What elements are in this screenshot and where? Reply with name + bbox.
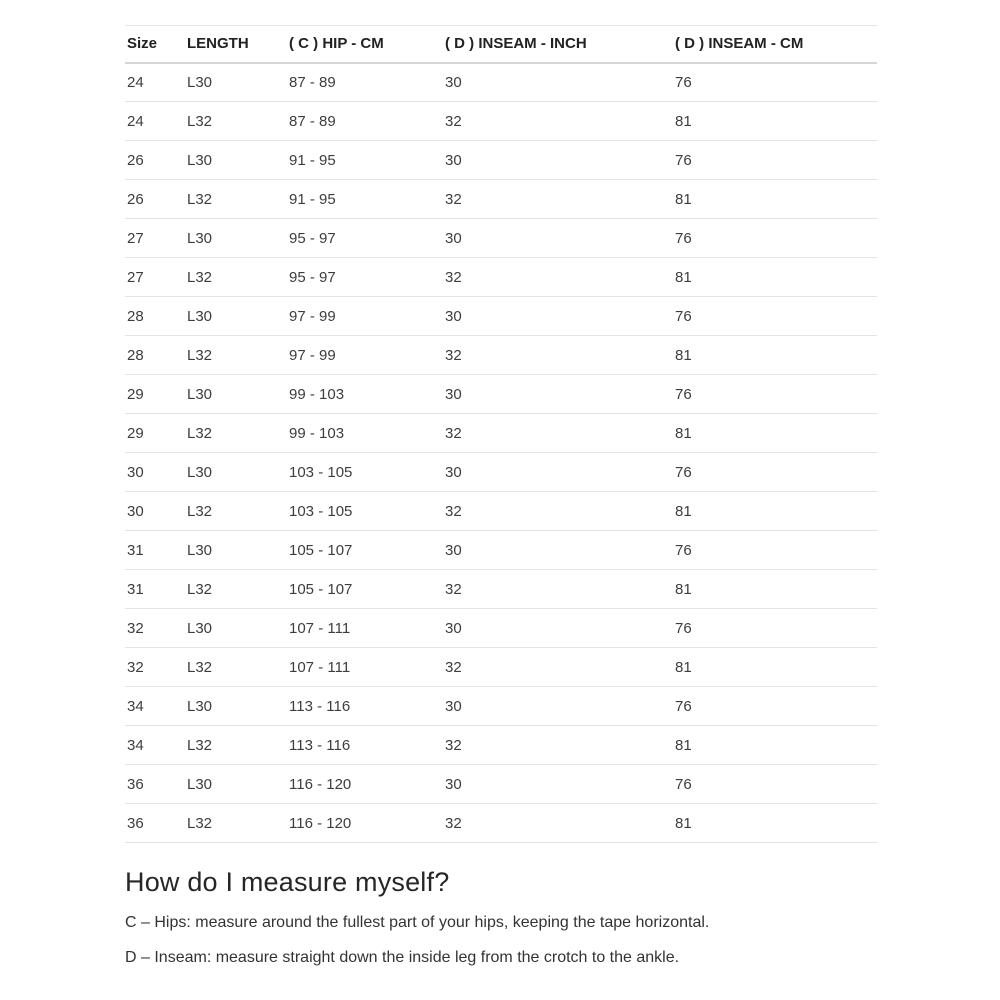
table-row <box>125 63 877 102</box>
cell-size: 28 <box>125 336 185 375</box>
cell-size: 27 <box>125 219 185 258</box>
table-row <box>125 102 877 141</box>
cell-inseam-cm: 76 <box>673 375 877 414</box>
cell-inseam-cm: 76 <box>673 219 877 258</box>
cell-inseam-cm: 76 <box>673 63 877 102</box>
size-chart-page <box>125 25 877 968</box>
cell-inseam-inch: 32 <box>443 180 673 219</box>
table-row <box>125 375 877 414</box>
cell-inseam-cm: 81 <box>673 414 877 453</box>
table-row <box>125 726 877 765</box>
cell-length: L30 <box>185 141 287 180</box>
table-row <box>125 180 877 219</box>
table-row <box>125 765 877 804</box>
cell-size: 28 <box>125 297 185 336</box>
cell-hip-cm: 97 - 99 <box>287 297 443 336</box>
cell-hip-cm: 116 - 120 <box>287 804 443 843</box>
cell-hip-cm: 99 - 103 <box>287 414 443 453</box>
cell-size: 31 <box>125 570 185 609</box>
cell-hip-cm: 105 - 107 <box>287 570 443 609</box>
table-row <box>125 336 877 375</box>
table-row <box>125 258 877 297</box>
size-chart-body <box>125 63 877 843</box>
table-row <box>125 804 877 843</box>
cell-inseam-cm: 76 <box>673 609 877 648</box>
table-row <box>125 297 877 336</box>
cell-size: 32 <box>125 648 185 687</box>
cell-length: L32 <box>185 258 287 297</box>
cell-hip-cm: 87 - 89 <box>287 63 443 102</box>
cell-size: 32 <box>125 609 185 648</box>
cell-hip-cm: 103 - 105 <box>287 492 443 531</box>
cell-inseam-cm: 81 <box>673 726 877 765</box>
cell-hip-cm: 113 - 116 <box>287 687 443 726</box>
cell-size: 34 <box>125 726 185 765</box>
cell-length: L32 <box>185 648 287 687</box>
cell-hip-cm: 91 - 95 <box>287 180 443 219</box>
cell-size: 34 <box>125 687 185 726</box>
cell-inseam-cm: 76 <box>673 453 877 492</box>
cell-inseam-inch: 32 <box>443 336 673 375</box>
table-row <box>125 687 877 726</box>
cell-inseam-inch: 30 <box>443 219 673 258</box>
cell-hip-cm: 99 - 103 <box>287 375 443 414</box>
cell-hip-cm: 95 - 97 <box>287 219 443 258</box>
cell-size: 29 <box>125 375 185 414</box>
cell-inseam-inch: 30 <box>443 141 673 180</box>
column-header-inseam-inch: ( D ) INSEAM - INCH <box>443 26 673 63</box>
cell-length: L32 <box>185 492 287 531</box>
cell-size: 30 <box>125 492 185 531</box>
cell-length: L30 <box>185 453 287 492</box>
cell-inseam-inch: 32 <box>443 648 673 687</box>
cell-hip-cm: 95 - 97 <box>287 258 443 297</box>
table-row <box>125 570 877 609</box>
cell-inseam-inch: 30 <box>443 63 673 102</box>
cell-hip-cm: 105 - 107 <box>287 531 443 570</box>
table-row <box>125 453 877 492</box>
cell-length: L30 <box>185 765 287 804</box>
cell-hip-cm: 97 - 99 <box>287 336 443 375</box>
table-row <box>125 648 877 687</box>
cell-length: L32 <box>185 570 287 609</box>
measure-section-heading: How do I measure myself? <box>125 867 450 897</box>
cell-length: L30 <box>185 609 287 648</box>
cell-inseam-cm: 76 <box>673 687 877 726</box>
cell-size: 36 <box>125 804 185 843</box>
cell-inseam-inch: 30 <box>443 687 673 726</box>
cell-inseam-inch: 32 <box>443 726 673 765</box>
cell-inseam-inch: 32 <box>443 804 673 843</box>
cell-size: 31 <box>125 531 185 570</box>
cell-length: L32 <box>185 414 287 453</box>
table-row <box>125 141 877 180</box>
cell-inseam-inch: 30 <box>443 297 673 336</box>
measure-instruction-hips: C – Hips: measure around the fullest part of your hips, keeping the tape horizontal. <box>125 914 710 931</box>
table-row <box>125 219 877 258</box>
cell-length: L32 <box>185 726 287 765</box>
cell-size: 30 <box>125 453 185 492</box>
cell-hip-cm: 113 - 116 <box>287 726 443 765</box>
measure-instruction-inseam: D – Inseam: measure straight down the inside leg from the crotch to the ankle. <box>125 949 680 966</box>
table-row <box>125 414 877 453</box>
cell-inseam-cm: 81 <box>673 570 877 609</box>
size-chart-table <box>125 25 877 843</box>
cell-inseam-inch: 30 <box>443 609 673 648</box>
size-chart-header <box>125 26 877 63</box>
cell-length: L30 <box>185 219 287 258</box>
cell-inseam-cm: 81 <box>673 336 877 375</box>
cell-hip-cm: 87 - 89 <box>287 102 443 141</box>
cell-inseam-inch: 30 <box>443 765 673 804</box>
column-header-size: Size <box>125 26 185 63</box>
cell-inseam-inch: 30 <box>443 531 673 570</box>
cell-inseam-cm: 81 <box>673 648 877 687</box>
cell-length: L30 <box>185 375 287 414</box>
cell-inseam-cm: 81 <box>673 258 877 297</box>
cell-size: 26 <box>125 141 185 180</box>
cell-inseam-inch: 32 <box>443 492 673 531</box>
cell-hip-cm: 103 - 105 <box>287 453 443 492</box>
cell-inseam-inch: 30 <box>443 453 673 492</box>
cell-hip-cm: 107 - 111 <box>287 648 443 687</box>
column-header-hip-cm: ( C ) HIP - CM <box>287 26 443 63</box>
cell-size: 24 <box>125 102 185 141</box>
cell-size: 24 <box>125 63 185 102</box>
cell-length: L30 <box>185 531 287 570</box>
cell-inseam-inch: 32 <box>443 258 673 297</box>
cell-length: L30 <box>185 297 287 336</box>
cell-size: 29 <box>125 414 185 453</box>
column-header-inseam-cm: ( D ) INSEAM - CM <box>673 26 877 63</box>
cell-length: L30 <box>185 687 287 726</box>
table-row <box>125 492 877 531</box>
cell-inseam-cm: 81 <box>673 180 877 219</box>
cell-size: 26 <box>125 180 185 219</box>
cell-inseam-cm: 76 <box>673 141 877 180</box>
cell-hip-cm: 91 - 95 <box>287 141 443 180</box>
cell-length: L32 <box>185 336 287 375</box>
cell-inseam-inch: 30 <box>443 375 673 414</box>
header-row <box>125 26 877 63</box>
cell-size: 36 <box>125 765 185 804</box>
cell-length: L32 <box>185 180 287 219</box>
cell-inseam-inch: 32 <box>443 570 673 609</box>
cell-length: L32 <box>185 804 287 843</box>
table-row <box>125 609 877 648</box>
cell-inseam-cm: 76 <box>673 297 877 336</box>
cell-size: 27 <box>125 258 185 297</box>
cell-length: L32 <box>185 102 287 141</box>
cell-inseam-cm: 76 <box>673 765 877 804</box>
cell-inseam-inch: 32 <box>443 414 673 453</box>
column-header-length: LENGTH <box>185 26 287 63</box>
table-row <box>125 531 877 570</box>
cell-inseam-cm: 81 <box>673 102 877 141</box>
cell-hip-cm: 107 - 111 <box>287 609 443 648</box>
cell-inseam-cm: 81 <box>673 492 877 531</box>
cell-inseam-cm: 76 <box>673 531 877 570</box>
cell-hip-cm: 116 - 120 <box>287 765 443 804</box>
cell-inseam-cm: 81 <box>673 804 877 843</box>
cell-inseam-inch: 32 <box>443 102 673 141</box>
cell-length: L30 <box>185 63 287 102</box>
